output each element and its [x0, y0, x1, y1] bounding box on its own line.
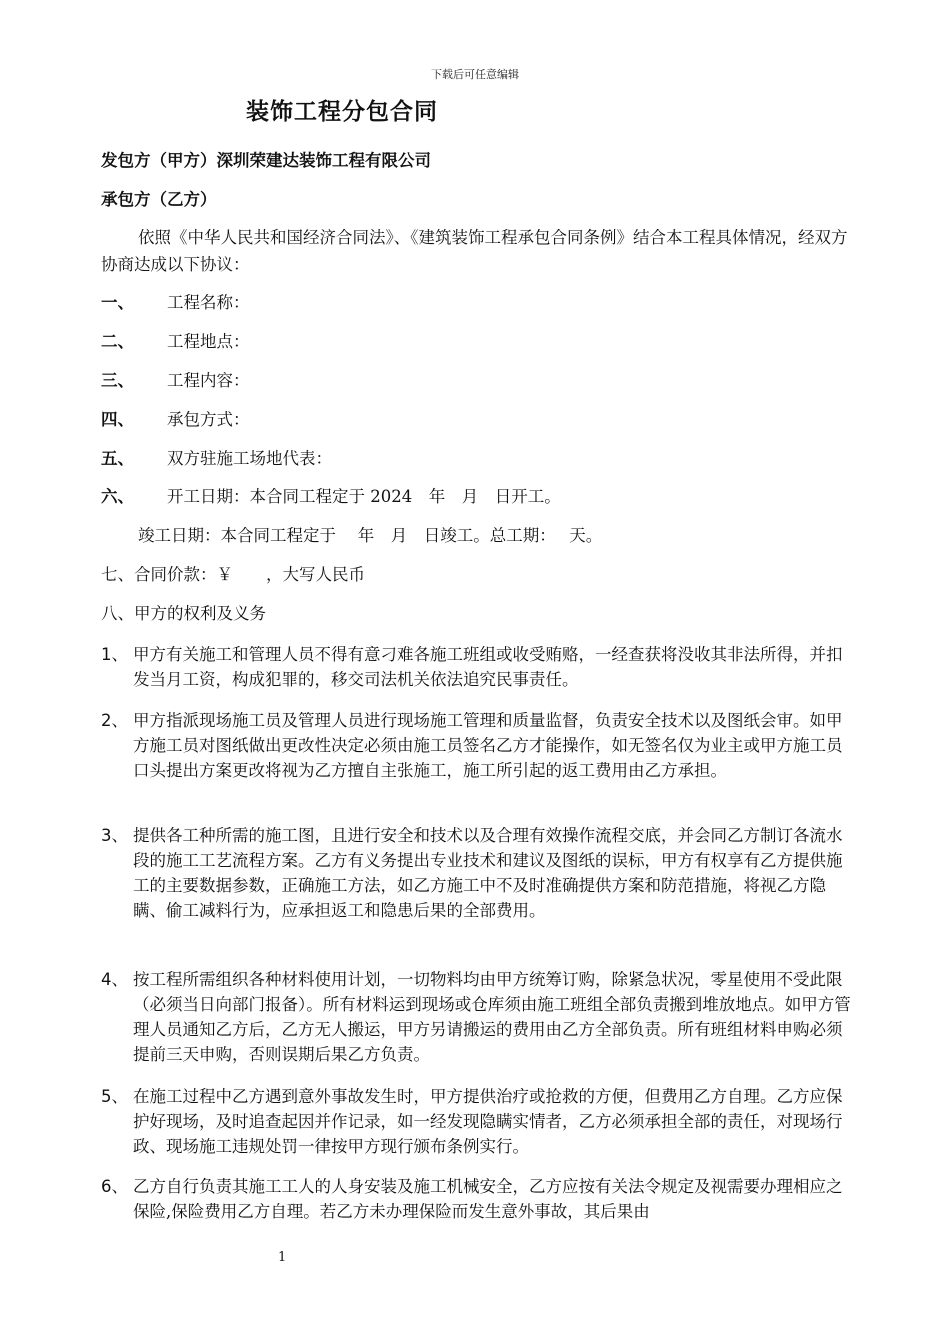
- section-item: [101, 448, 332, 470]
- list-item: [101, 1084, 857, 1159]
- header-note: 下载后可任意编辑: [431, 68, 519, 81]
- item-number: 1、: [101, 645, 128, 664]
- list-item: [101, 1174, 857, 1224]
- section-number: 四、: [101, 410, 134, 429]
- item-text: 按工程所需组织各种材料使用计划，一切物料均由甲方统筹订购，除紧急状况，零星使用不受此限（必须当日向部门报备）。所有材料运到现场或仓库须由施工班组全部负责搬到堆放地点。如甲方管理人员通知乙方后，乙方无人搬运，甲方另请搬运的费用由乙方全部负责。所有班组材料申购必须提前三天申购，否则误期后果乙方负责。: [133, 970, 851, 1064]
- list-item: [101, 642, 857, 692]
- party-b: 承包方（乙方）: [101, 190, 217, 209]
- item-number: 5、: [101, 1087, 128, 1106]
- item-text: 乙方自行负责其施工工人的人身安装及施工机械安全，乙方应按有关法令规定及视需要办理相应之保险,保险费用乙方自理。若乙方未办理保险而发生意外事故，其后果由: [133, 1177, 843, 1221]
- section-item: [101, 409, 250, 431]
- completion-date-line: 竣工日期：本合同工程定于 年 月 日竣工。总工期： 天。: [138, 526, 603, 545]
- section-text: 工程地点：: [167, 332, 250, 351]
- section-number: 五、: [101, 449, 134, 468]
- section-item: [101, 331, 250, 353]
- item-number: 2、: [101, 711, 128, 730]
- item-number: 4、: [101, 970, 128, 989]
- section-text: 开工日期：本合同工程定于 2024 年 月 日开工。: [167, 487, 561, 506]
- list-item: [101, 967, 857, 1067]
- contract-price-line: 七、合同价款：￥ ，大写人民币: [101, 565, 365, 584]
- section-text: 工程内容：: [167, 371, 250, 390]
- item-number: 6、: [101, 1177, 128, 1196]
- section-8-title: 八、甲方的权利及义务: [101, 604, 266, 623]
- item-text: 甲方指派现场施工员及管理人员进行现场施工管理和质量监督，负责安全技术以及图纸会审。如甲方施工员对图纸做出更改性决定必须由施工员签名乙方才能操作，如无签名仅为业主或甲方施工员口头提出方案更改将视为乙方擅自主张施工，施工所引起的返工费用由乙方承担。: [133, 711, 843, 780]
- section-text: 承包方式：: [167, 410, 250, 429]
- section-number: 三、: [101, 371, 134, 390]
- list-item: [101, 708, 857, 783]
- section-item: [101, 370, 250, 392]
- document-title: 装饰工程分包合同: [246, 99, 438, 125]
- item-text: 在施工过程中乙方遇到意外事故发生时，甲方提供治疗或抢救的方便，但费用乙方自理。乙方应保护好现场，及时追查起因并作记录，如一经发现隐瞒实情者，乙方必须承担全部的责任，对现场行政、现场施工违规处罚一律按甲方现行颁布条例实行。: [133, 1087, 843, 1156]
- section-number: 六、: [101, 487, 134, 506]
- item-text: 甲方有关施工和管理人员不得有意刁难各施工班组或收受贿赂，一经查获将没收其非法所得，并扣发当月工资，构成犯罪的，移交司法机关依法追究民事责任。: [133, 645, 843, 689]
- party-a: 发包方（甲方）深圳荣建达装饰工程有限公司: [101, 151, 431, 170]
- section-item: [101, 486, 561, 508]
- item-number: 3、: [101, 826, 128, 845]
- page-number: 1: [278, 1250, 287, 1265]
- item-text: 提供各工种所需的施工图，且进行安全和技术以及合理有效操作流程交底，并会同乙方制订各流水段的施工工艺流程方案。乙方有义务提出专业技术和建议及图纸的误标，甲方有权享有乙方提供施工的主要数据参数，正确施工方法，如乙方施工中不及时准确提供方案和防范措施，将视乙方隐瞒、偷工减料行为，应承担返工和隐患后果的全部费用。: [133, 826, 843, 920]
- section-number: 二、: [101, 332, 134, 351]
- section-text: 双方驻施工场地代表：: [167, 449, 332, 468]
- intro-paragraph: 依照《中华人民共和国经济合同法》、《建筑装饰工程承包合同条例》结合本工程具体情况，经双方协商达成以下协议：: [101, 228, 848, 274]
- list-item: [101, 823, 857, 923]
- section-number: 一、: [101, 293, 134, 312]
- section-text: 工程名称：: [167, 293, 250, 312]
- section-item: [101, 292, 250, 314]
